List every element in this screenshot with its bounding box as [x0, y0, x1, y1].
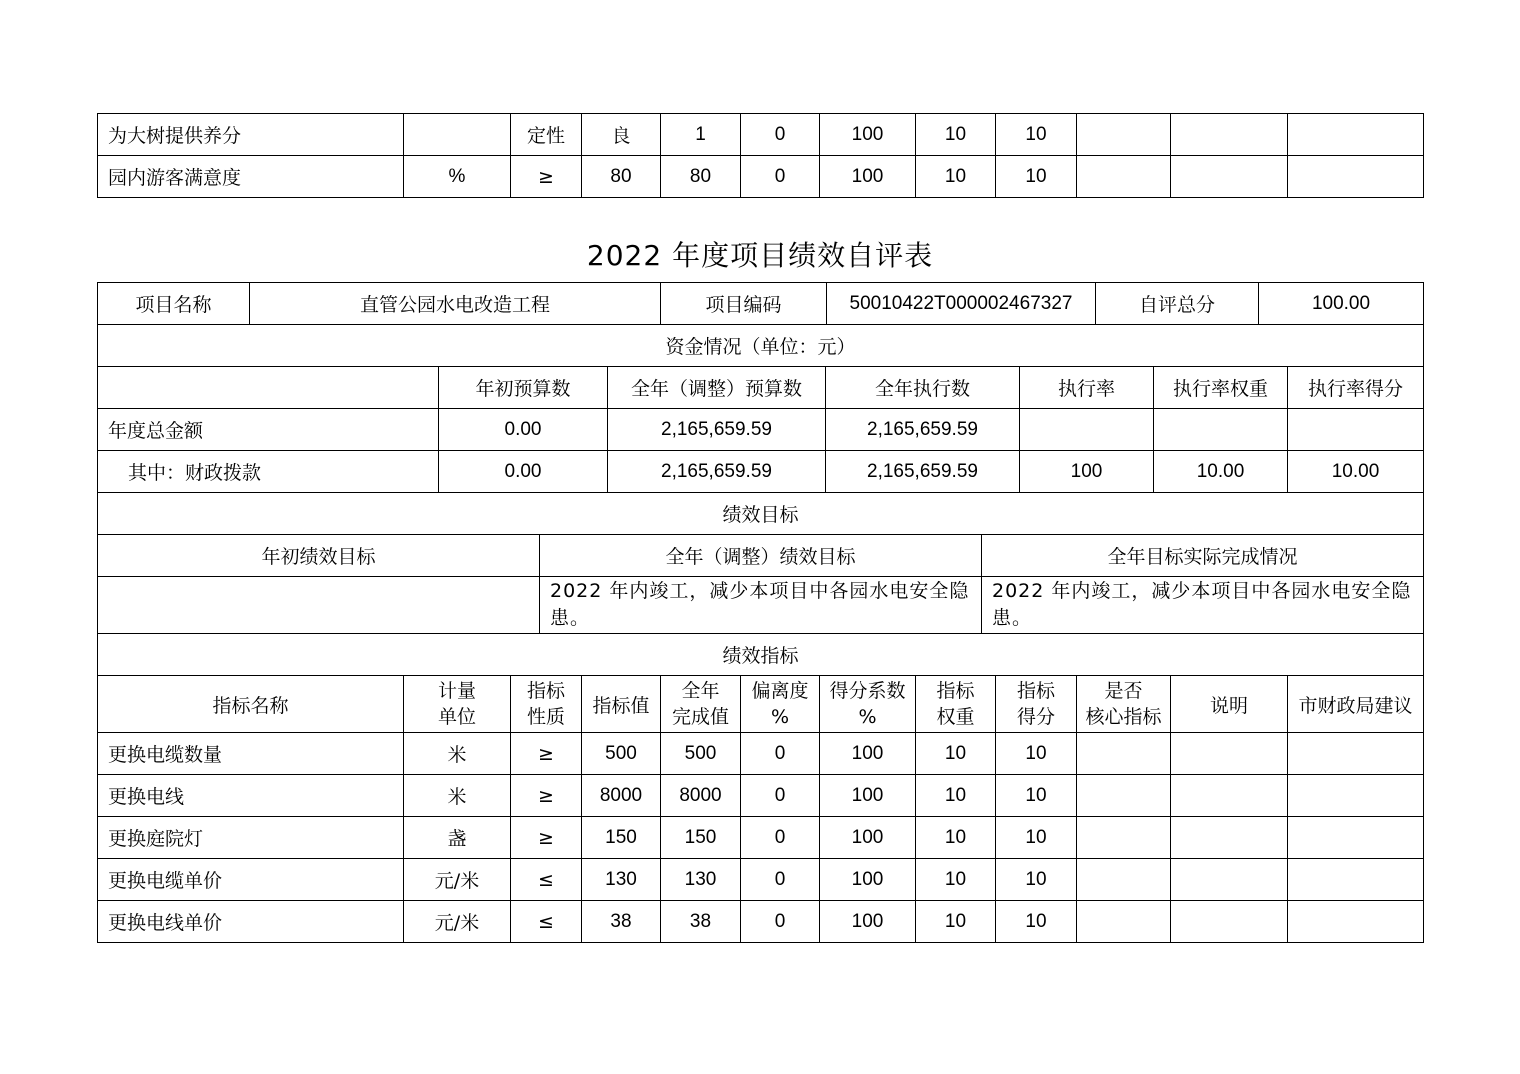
header-weight-line1: 指标 — [936, 680, 975, 702]
project-code-value: 50010422T000002467327 — [827, 283, 1096, 325]
funds-header-rate: 执行率 — [1020, 367, 1154, 409]
funds-header-initial: 年初预算数 — [439, 367, 608, 409]
indicator-score: 10 — [996, 775, 1077, 817]
header-target: 指标值 — [582, 676, 661, 733]
funds-row-label: 其中：财政拨款 — [98, 451, 439, 493]
header-score-line1: 指标 — [1016, 680, 1055, 702]
funds-initial: 0.00 — [439, 451, 608, 493]
indicator-score: 10 — [996, 901, 1077, 943]
funds-header-adjusted: 全年（调整）预算数 — [608, 367, 826, 409]
project-code-label: 项目编码 — [661, 283, 827, 325]
indicators-table — [97, 633, 1424, 943]
table-row — [98, 817, 1424, 859]
indicator-advice — [1288, 114, 1424, 156]
indicator-core — [1077, 901, 1171, 943]
indicator-core — [1077, 156, 1171, 198]
indicator-score: 10 — [996, 733, 1077, 775]
header-advice: 市财政局建议 — [1288, 676, 1424, 733]
indicator-score: 10 — [996, 859, 1077, 901]
indicator-unit: 元/米 — [404, 859, 511, 901]
funds-rate — [1020, 409, 1154, 451]
goal-adjusted: 2022 年内竣工，减少本项目中各园水电安全隐患。 — [540, 577, 982, 634]
table-row — [98, 493, 1424, 535]
funds-table — [97, 366, 1424, 493]
self-score-label: 自评总分 — [1096, 283, 1259, 325]
header-deviation-line1: 偏离度 — [751, 680, 809, 702]
indicator-target: 150 — [582, 817, 661, 859]
indicator-target: 500 — [582, 733, 661, 775]
indicator-score: 10 — [996, 114, 1077, 156]
indicator-note — [1171, 775, 1288, 817]
indicator-name: 更换电线 — [98, 775, 404, 817]
indicator-unit — [404, 114, 511, 156]
indicator-score: 10 — [996, 156, 1077, 198]
indicator-weight: 10 — [916, 859, 996, 901]
indicator-nature: ≤ — [511, 859, 582, 901]
goals-section-title: 绩效目标 — [98, 493, 1424, 535]
header-weight — [916, 676, 996, 733]
funds-rate: 100 — [1020, 451, 1154, 493]
table-row — [98, 156, 1424, 198]
indicator-actual: 500 — [661, 733, 741, 775]
self-score-value: 100.00 — [1259, 283, 1424, 325]
indicator-core — [1077, 775, 1171, 817]
funds-weight — [1154, 409, 1288, 451]
funds-header-weight: 执行率权重 — [1154, 367, 1288, 409]
indicator-target: 38 — [582, 901, 661, 943]
indicator-target: 8000 — [582, 775, 661, 817]
indicator-name: 更换电线单价 — [98, 901, 404, 943]
indicator-coef: 100 — [820, 114, 916, 156]
goal-actual: 2022 年内竣工，减少本项目中各园水电安全隐患。 — [982, 577, 1424, 634]
header-score — [996, 676, 1077, 733]
indicator-unit: % — [404, 156, 511, 198]
funds-executed: 2,165,659.59 — [826, 409, 1020, 451]
header-deviation-line2: % — [770, 706, 790, 728]
indicator-nature: ≥ — [511, 733, 582, 775]
funds-row-label: 年度总金额 — [98, 409, 439, 451]
header-actual-line2: 完成值 — [671, 706, 729, 728]
indicator-nature: ≤ — [511, 901, 582, 943]
header-unit-line2: 单位 — [437, 706, 476, 728]
header-unit — [404, 676, 511, 733]
indicator-nature: 定性 — [511, 114, 582, 156]
indicator-unit: 米 — [404, 733, 511, 775]
funds-adjusted: 2,165,659.59 — [608, 409, 826, 451]
funds-executed: 2,165,659.59 — [826, 451, 1020, 493]
indicator-name: 更换电缆数量 — [98, 733, 404, 775]
funds-header-score: 执行率得分 — [1288, 367, 1424, 409]
header-core-line2: 核心指标 — [1085, 706, 1162, 728]
indicator-note — [1171, 114, 1288, 156]
funds-initial: 0.00 — [439, 409, 608, 451]
indicator-advice — [1288, 775, 1424, 817]
table-row — [98, 283, 1424, 325]
funds-score: 10.00 — [1288, 451, 1424, 493]
indicator-advice — [1288, 156, 1424, 198]
indicator-deviation: 0 — [741, 901, 820, 943]
indicator-note — [1171, 859, 1288, 901]
indicator-advice — [1288, 733, 1424, 775]
header-nature-line2: 性质 — [526, 706, 565, 728]
indicator-coef: 100 — [820, 775, 916, 817]
indicator-actual: 1 — [661, 114, 741, 156]
indicator-name: 更换庭院灯 — [98, 817, 404, 859]
table-row — [98, 367, 1424, 409]
indicator-coef: 100 — [820, 859, 916, 901]
table-row — [98, 535, 1424, 577]
indicator-note — [1171, 733, 1288, 775]
indicator-core — [1077, 817, 1171, 859]
header-name: 指标名称 — [98, 676, 404, 733]
header-coef — [820, 676, 916, 733]
indicator-unit: 盏 — [404, 817, 511, 859]
indicator-core — [1077, 733, 1171, 775]
indicator-advice — [1288, 817, 1424, 859]
header-nature-line1: 指标 — [526, 680, 565, 702]
indicator-weight: 10 — [916, 733, 996, 775]
page-title: 2022 年度项目绩效自评表 — [586, 239, 934, 272]
indicator-deviation: 0 — [741, 817, 820, 859]
funds-header-executed: 全年执行数 — [826, 367, 1020, 409]
indicator-deviation: 0 — [741, 775, 820, 817]
header-nature — [511, 676, 582, 733]
indicator-nature: ≥ — [511, 817, 582, 859]
table-row — [98, 577, 1424, 634]
funds-weight: 10.00 — [1154, 451, 1288, 493]
indicator-unit: 米 — [404, 775, 511, 817]
indicator-core — [1077, 114, 1171, 156]
indicator-weight: 10 — [916, 775, 996, 817]
indicator-name: 更换电缆单价 — [98, 859, 404, 901]
goals-header-actual: 全年目标实际完成情况 — [982, 535, 1424, 577]
table-row — [98, 325, 1424, 367]
header-note: 说明 — [1171, 676, 1288, 733]
indicator-name: 为大树提供养分 — [98, 114, 404, 156]
funds-score — [1288, 409, 1424, 451]
goals-header-adjusted: 全年（调整）绩效目标 — [540, 535, 982, 577]
header-core-line1: 是否 — [1104, 680, 1143, 702]
indicator-unit: 元/米 — [404, 901, 511, 943]
indicator-note — [1171, 901, 1288, 943]
funds-adjusted: 2,165,659.59 — [608, 451, 826, 493]
indicator-weight: 10 — [916, 114, 996, 156]
indicator-nature: ≥ — [511, 775, 582, 817]
funds-header-blank — [98, 367, 439, 409]
funds-section-title: 资金情况（单位：元） — [98, 325, 1424, 367]
indicator-target: 130 — [582, 859, 661, 901]
indicators-section-title: 绩效指标 — [98, 634, 1424, 676]
indicator-coef: 100 — [820, 733, 916, 775]
table-row — [98, 733, 1424, 775]
previous-indicators-table — [97, 113, 1424, 198]
table-row — [98, 859, 1424, 901]
goal-initial — [98, 577, 540, 634]
table-row — [98, 901, 1424, 943]
indicator-target: 80 — [582, 156, 661, 198]
indicator-actual: 38 — [661, 901, 741, 943]
indicator-score: 10 — [996, 817, 1077, 859]
indicator-nature: ≥ — [511, 156, 582, 198]
header-weight-line2: 权重 — [936, 706, 975, 728]
indicator-core — [1077, 859, 1171, 901]
indicator-name: 园内游客满意度 — [98, 156, 404, 198]
table-header-row — [98, 676, 1424, 733]
goals-header-initial: 年初绩效目标 — [98, 535, 540, 577]
header-actual — [661, 676, 741, 733]
indicator-actual: 8000 — [661, 775, 741, 817]
goals-table — [97, 492, 1424, 634]
indicator-coef: 100 — [820, 817, 916, 859]
indicator-actual: 150 — [661, 817, 741, 859]
indicator-deviation: 0 — [741, 156, 820, 198]
table-row — [98, 451, 1424, 493]
table-row — [98, 114, 1424, 156]
indicator-deviation: 0 — [741, 114, 820, 156]
indicator-actual: 80 — [661, 156, 741, 198]
indicator-advice — [1288, 859, 1424, 901]
indicator-deviation: 0 — [741, 859, 820, 901]
table-row — [98, 775, 1424, 817]
header-deviation — [741, 676, 820, 733]
indicator-deviation: 0 — [741, 733, 820, 775]
table-row — [98, 634, 1424, 676]
indicator-note — [1171, 156, 1288, 198]
header-unit-line1: 计量 — [437, 680, 476, 702]
header-actual-line1: 全年 — [681, 680, 720, 702]
indicator-target: 良 — [582, 114, 661, 156]
header-coef-line2: % — [858, 706, 877, 728]
indicator-actual: 130 — [661, 859, 741, 901]
header-coef-line1: 得分系数 — [829, 680, 906, 702]
indicator-coef: 100 — [820, 901, 916, 943]
project-name-value: 直管公园水电改造工程 — [250, 283, 661, 325]
header-core — [1077, 676, 1171, 733]
table-row — [98, 409, 1424, 451]
indicator-note — [1171, 817, 1288, 859]
indicator-weight: 10 — [916, 156, 996, 198]
indicator-weight: 10 — [916, 817, 996, 859]
header-score-line2: 得分 — [1016, 706, 1055, 728]
indicator-coef: 100 — [820, 156, 916, 198]
indicator-weight: 10 — [916, 901, 996, 943]
project-name-label: 项目名称 — [98, 283, 250, 325]
project-info-table — [97, 282, 1424, 367]
indicator-advice — [1288, 901, 1424, 943]
